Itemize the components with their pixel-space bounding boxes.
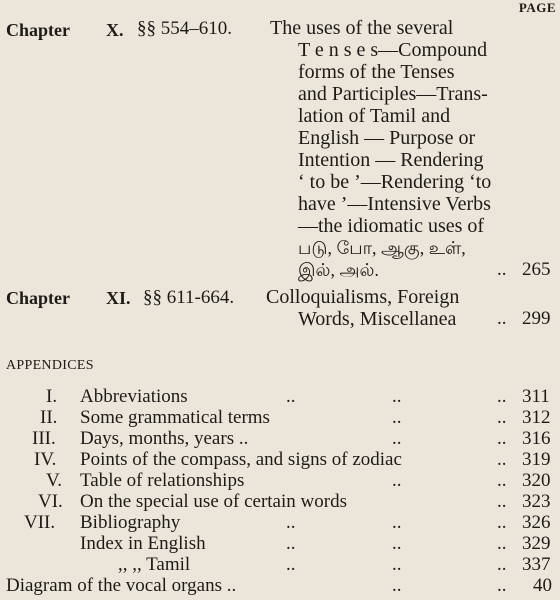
chapter-sections: §§ 554–610. (137, 18, 232, 39)
chapter-description-line: Words, Miscellanea (298, 308, 457, 330)
chapter-description-line: have ’—Intensive Verbs (298, 193, 491, 215)
chapter-description-line: and Participles—Trans- (298, 83, 488, 105)
page-number: 40 (533, 575, 552, 596)
index-title: ,, ,, Tamil (118, 554, 191, 575)
leader-dots: .. (497, 575, 507, 596)
leader-dots: .. (497, 491, 507, 512)
leader-dots: .. (392, 470, 402, 491)
page-number: 320 (522, 470, 551, 491)
page-column-header: PAGE (518, 0, 556, 15)
chapter-description-line: lation of Tamil and (298, 105, 451, 127)
chapter-label: Chapter (6, 288, 70, 308)
chapter-description-line: ‘ to be ’—Rendering ‘to (298, 171, 492, 193)
leader-dots: .. (286, 554, 296, 575)
chapter-sections: §§ 611-664. (143, 287, 235, 308)
leader-dots: .. (286, 533, 296, 554)
appendix-title: On the special use of certain words (80, 491, 347, 512)
leader-dots: .. (392, 407, 402, 428)
leader-dots: .. (392, 512, 402, 533)
appendix-numeral: V. (46, 470, 63, 491)
leader-dots: .. (392, 575, 402, 596)
page-number: 265 (522, 259, 551, 280)
appendix-numeral: III. (32, 428, 56, 449)
chapter-description-line: English — Purpose or (298, 127, 476, 149)
chapter-number: X. (106, 20, 124, 40)
leader-dots: .. (497, 407, 507, 428)
appendix-title: Some grammatical terms (80, 407, 270, 428)
chapter-description-line: Colloquialisms, Foreign (266, 286, 460, 308)
page-number: 329 (522, 533, 551, 554)
appendix-numeral: I. (46, 386, 58, 407)
index-title: Index in English (80, 533, 206, 554)
chapter-description-line: —the idiomatic uses of (298, 215, 485, 237)
page-number: 311 (522, 386, 550, 407)
appendix-title: Table of relationships (80, 470, 245, 491)
appendix-title: Days, months, years .. (80, 428, 249, 449)
page-number: 319 (522, 449, 551, 470)
leader-dots: .. (497, 554, 507, 575)
leader-dots: .. (497, 533, 507, 554)
page-number: 323 (522, 491, 551, 512)
chapter-number: XI. (106, 288, 131, 308)
appendix-numeral: VII. (24, 512, 56, 533)
leader-dots: .. (497, 470, 507, 491)
chapter-description-line-tamil: இல், அல். (298, 260, 379, 280)
chapter-description-line: Intention — Rendering (298, 149, 484, 171)
leader-dots: .. (497, 259, 507, 280)
appendix-title: Points of the compass, and signs of zodiac (80, 449, 402, 470)
leader-dots: .. (392, 533, 402, 554)
page-number: 312 (522, 407, 551, 428)
leader-dots: .. (392, 554, 402, 575)
page-number: 326 (522, 512, 551, 533)
page-number: 316 (522, 428, 551, 449)
leader-dots: .. (286, 386, 296, 407)
leader-dots: .. (497, 512, 507, 533)
chapter-description-line-tamil: படு, போ, ஆகு, உள், (298, 238, 466, 258)
chapter-label: Chapter (6, 20, 70, 40)
page-number: 299 (522, 308, 551, 329)
diagram-title: Diagram of the vocal organs .. (6, 575, 237, 596)
appendix-title: Bibliography (80, 512, 181, 533)
appendix-numeral: VI. (38, 491, 63, 512)
leader-dots: .. (497, 449, 507, 470)
appendix-title: Abbreviations (80, 386, 188, 407)
appendices-heading: APPENDICES (6, 358, 94, 373)
leader-dots: .. (286, 512, 296, 533)
chapter-description-line: T e n s e s—Compound (298, 39, 488, 61)
page-number: 337 (522, 554, 551, 575)
leader-dots: .. (392, 386, 402, 407)
leader-dots: .. (497, 428, 507, 449)
leader-dots: .. (497, 386, 507, 407)
appendix-numeral: II. (40, 407, 58, 428)
leader-dots: .. (497, 308, 507, 329)
appendix-numeral: IV. (34, 449, 57, 470)
chapter-description-line: The uses of the several (270, 17, 454, 39)
chapter-description-line: forms of the Tenses (298, 61, 455, 83)
leader-dots: .. (392, 428, 402, 449)
